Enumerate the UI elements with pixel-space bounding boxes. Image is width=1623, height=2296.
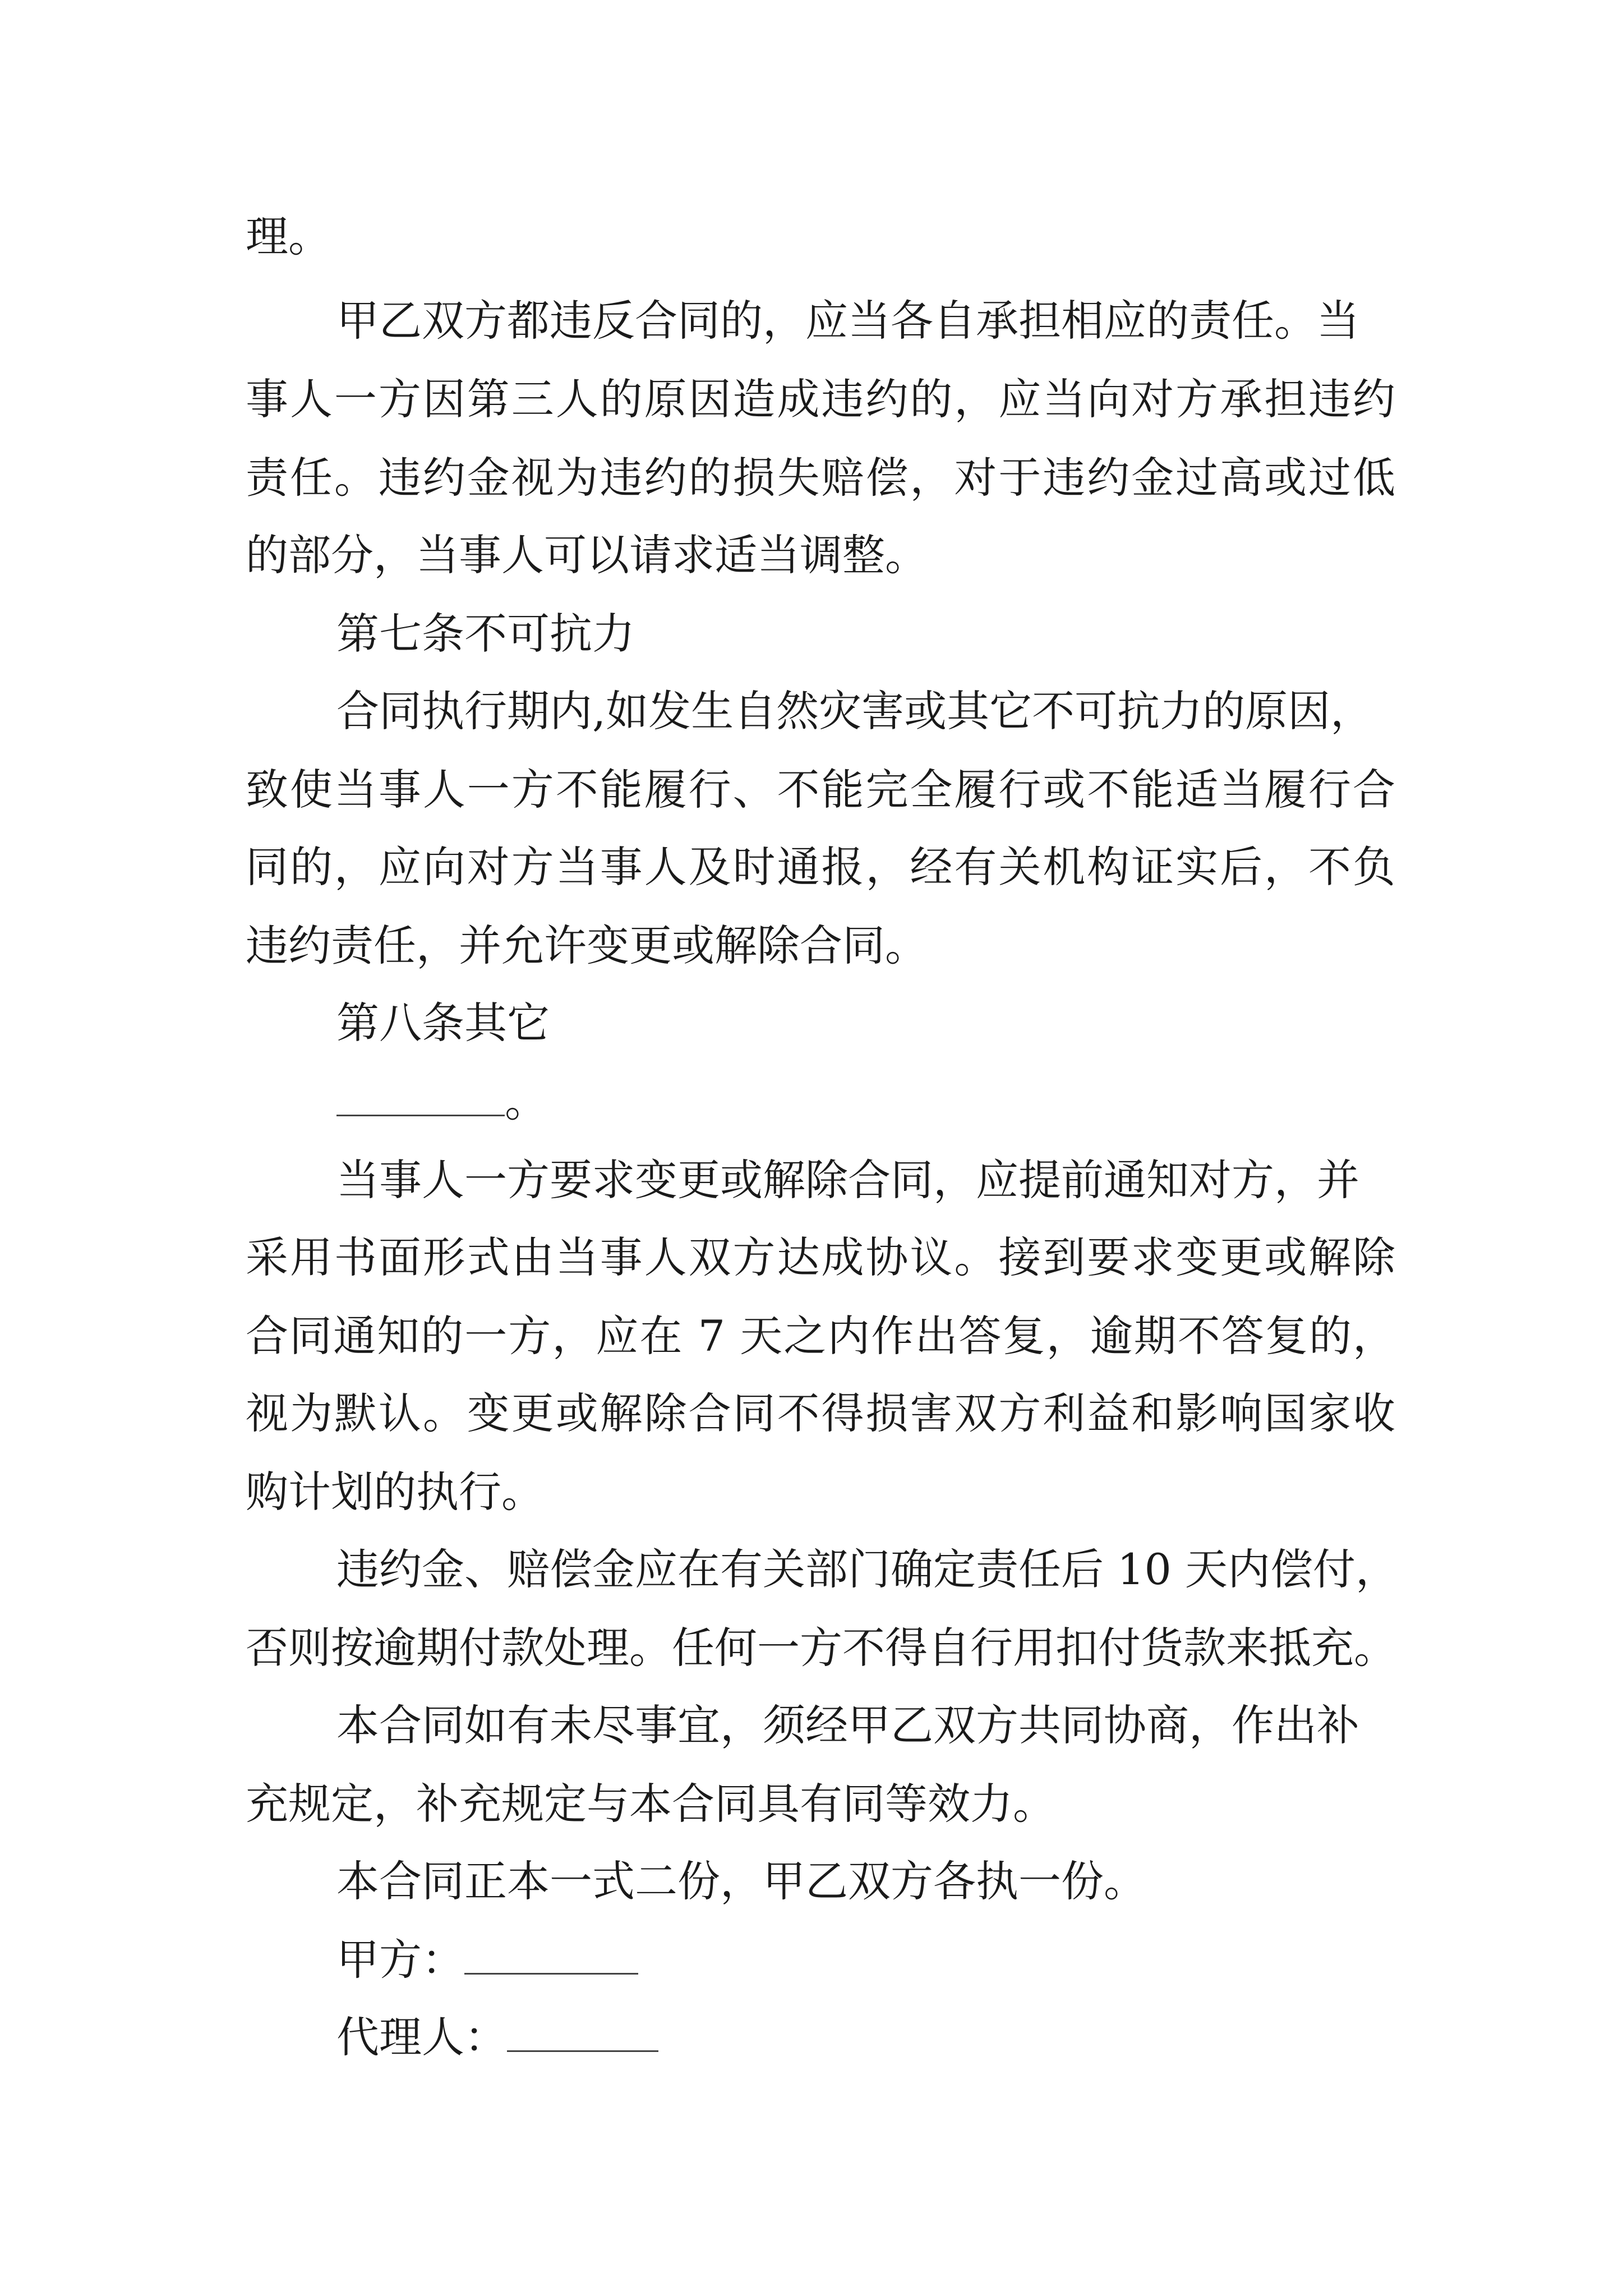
text-line: 合同执行期内,如发生自然灾害或其它不可抗力的原因，: [336, 686, 1373, 736]
section-heading: 第八条其它: [336, 998, 550, 1048]
blank-line: [336, 1074, 547, 1130]
text-line: 当事人一方要求变更或解除合同，应提前通知对方，并: [336, 1155, 1359, 1205]
party-a-blank: [464, 1934, 638, 1975]
agent-label: 代理人：: [336, 2012, 507, 2062]
text-line: 违约金、赔偿金应在有关部门确定责任后 10 天内偿付，: [336, 1544, 1399, 1594]
text-line: 合同通知的一方，应在 7 天之内作出答复，逾期不答复的，: [246, 1311, 1395, 1361]
text-line: 甲乙双方都违反合同的，应当各自承担相应的责任。当: [336, 296, 1359, 346]
signature-line-agent: [336, 2009, 658, 2065]
party-a-label: 甲方：: [336, 1935, 464, 1985]
blank-underline: [336, 1075, 505, 1116]
text-line: 否则按逾期付款处理。任何一方不得自行用扣付货款来抵充。: [246, 1623, 1396, 1673]
text-line: 。: [505, 1076, 547, 1126]
text-line: 同的，应向对方当事人及时通报，经有关机构证实后，不负: [246, 842, 1395, 892]
text-line: 理。: [246, 211, 331, 261]
text-line: 本合同正本一式二份，甲乙双方各执一份。: [336, 1856, 1146, 1906]
text-line: 本合同如有未尽事宜，须经甲乙双方共同协商，作出补: [336, 1700, 1359, 1750]
text-line: 事人一方因第三人的原因造成违约的，应当向对方承担违约: [246, 374, 1395, 424]
section-heading: 第七条不可抗力: [336, 609, 635, 659]
text-line: 违约责任，并允许变更或解除合同。: [246, 921, 928, 970]
signature-line-party-a: [336, 1932, 638, 1988]
text-line: 采用书面形式由当事人双方达成协议。接到要求变更或解除: [246, 1232, 1395, 1282]
text-line: 视为默认。变更或解除合同不得损害双方利益和影响国家收: [246, 1388, 1395, 1438]
text-line: 购计划的执行。: [246, 1467, 544, 1517]
agent-blank: [507, 2011, 658, 2052]
text-line: 的部分，当事人可以请求适当调整。: [246, 530, 928, 580]
text-line: 致使当事人一方不能履行、不能完全履行或不能适当履行合: [246, 765, 1395, 815]
text-line: 责任。违约金视为违约的损失赔偿，对于违约金过高或过低: [246, 453, 1395, 503]
text-line: 充规定，补充规定与本合同具有同等效力。: [246, 1779, 1055, 1829]
